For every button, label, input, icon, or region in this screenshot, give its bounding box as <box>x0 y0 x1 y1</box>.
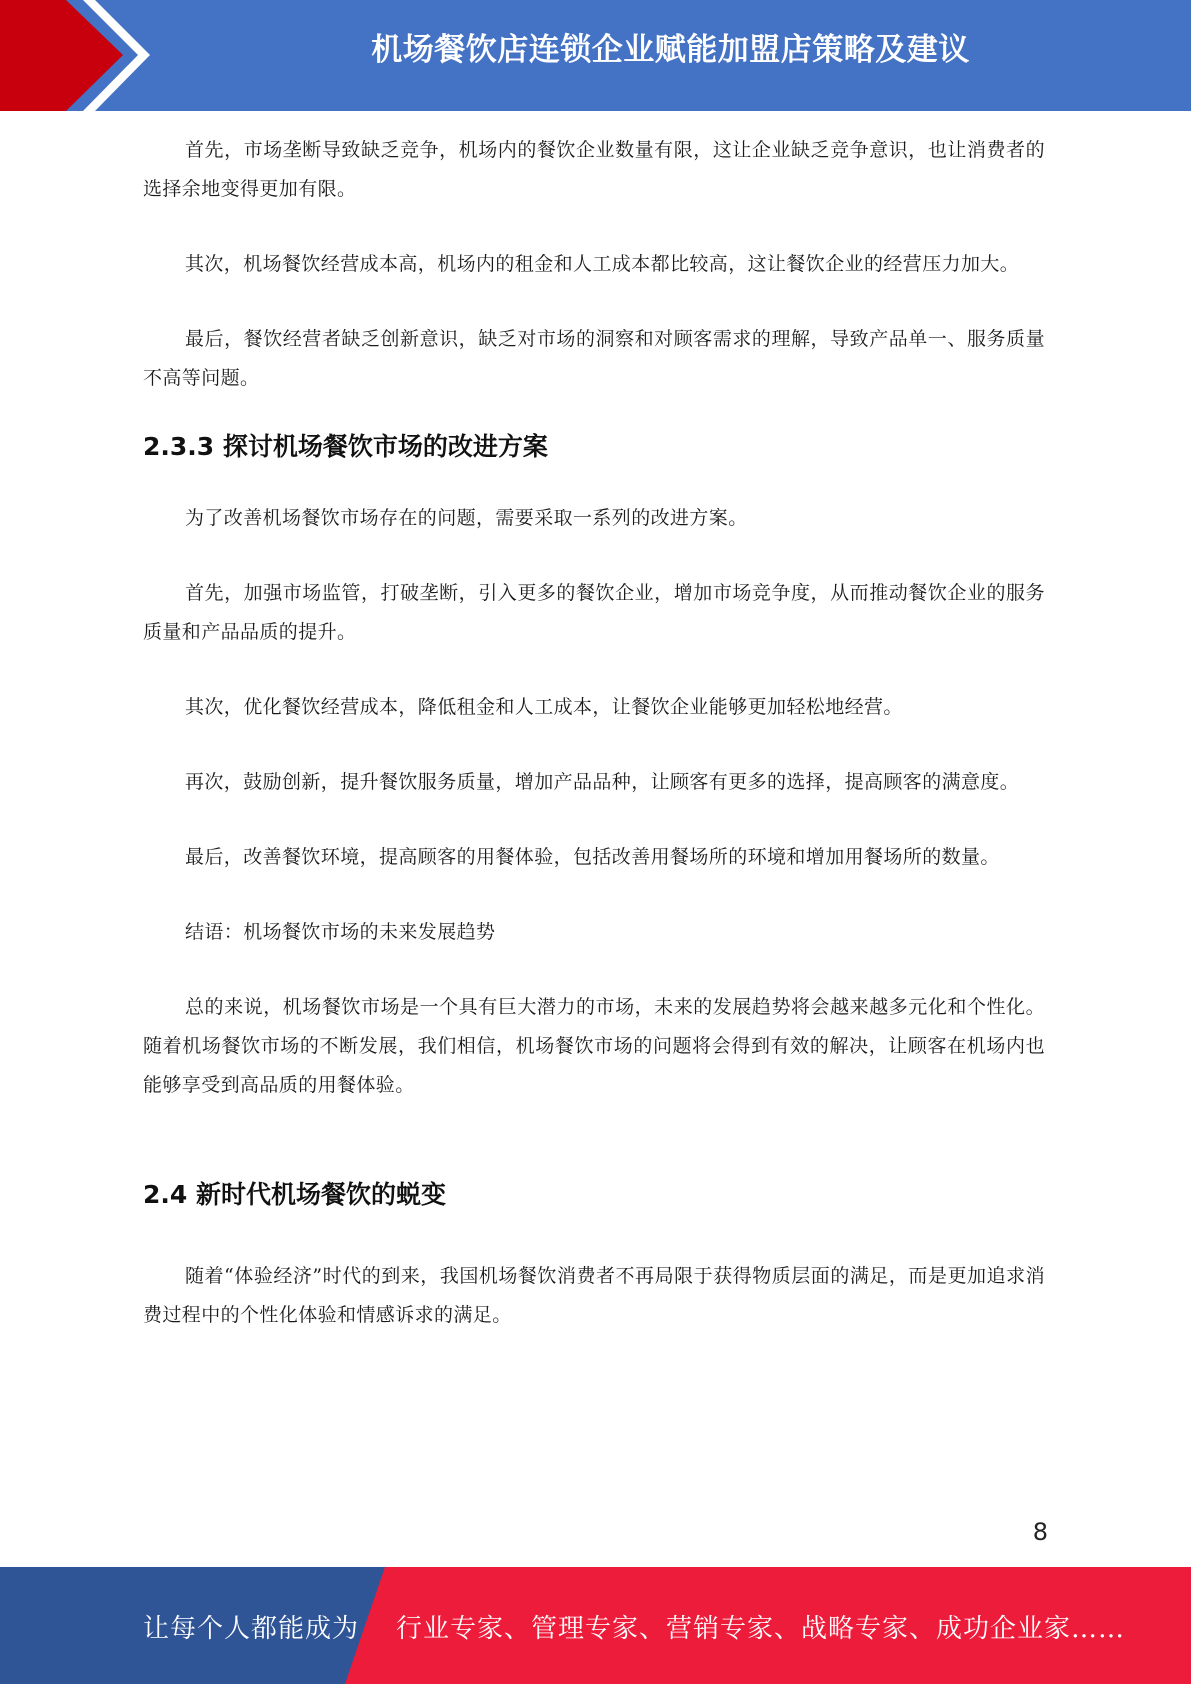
paragraph: 最后，餐饮经营者缺乏创新意识，缺乏对市场的洞察和对顾客需求的理解，导致产品单一、服务质量不高等问题。 <box>143 328 1045 389</box>
page-content <box>143 131 1045 1335</box>
header-title: 机场餐饮店连锁企业赋能加盟店策略及建议 <box>371 32 970 68</box>
paragraph: 结语：机场餐饮市场的未来发展趋势 <box>185 921 496 943</box>
paragraph: 随着“体验经济”时代的到来，我国机场餐饮消费者不再局限于获得物质层面的满足，而是更加追求消费过程中的个性化体验和情感诉求的满足。 <box>143 1265 1045 1326</box>
paragraph: 最后，改善餐饮环境，提高顾客的用餐体验，包括改善用餐场所的环境和增加用餐场所的数量。 <box>185 846 1000 868</box>
paragraph: 其次，优化餐饮经营成本，降低租金和人工成本，让餐饮企业能够更加轻松地经营。 <box>185 696 903 718</box>
paragraph: 首先，市场垄断导致缺乏竞争，机场内的餐饮企业数量有限，这让企业缺乏竞争意识，也让消费者的选择余地变得更加有限。 <box>143 139 1045 200</box>
page-number: 8 <box>1032 1518 1048 1546</box>
paragraph: 首先，加强市场监管，打破垄断，引入更多的餐饮企业，增加市场竞争度，从而推动餐饮企业的服务质量和产品品质的提升。 <box>143 582 1045 643</box>
section-heading: 2.3.3 探讨机场餐饮市场的改进方案 <box>143 432 548 461</box>
header-arrow-decoration <box>0 0 160 111</box>
page-header <box>0 0 1191 111</box>
footer-slogan-left: 让每个人都能成为 <box>143 1614 360 1644</box>
paragraph: 再次，鼓励创新，提升餐饮服务质量，增加产品品种，让顾客有更多的选择，提高顾客的满意度。 <box>185 771 1020 793</box>
footer-slogan-right: 行业专家、管理专家、营销专家、战略专家、成功企业家…… <box>396 1614 1126 1644</box>
paragraph: 为了改善机场餐饮市场存在的问题，需要采取一系列的改进方案。 <box>185 507 748 529</box>
paragraph: 总的来说，机场餐饮市场是一个具有巨大潜力的市场，未来的发展趋势将会越来越多元化和个性化。随着机场餐饮市场的不断发展，我们相信，机场餐饮市场的问题将会得到有效的解决，让顾客在机场内也能够享受到高品质的用餐体验。 <box>143 996 1045 1096</box>
page-footer <box>0 1567 1191 1684</box>
paragraph: 其次，机场餐饮经营成本高，机场内的租金和人工成本都比较高，这让餐饮企业的经营压力加大。 <box>185 253 1020 275</box>
section-heading: 2.4 新时代机场餐饮的蜕变 <box>143 1180 446 1209</box>
